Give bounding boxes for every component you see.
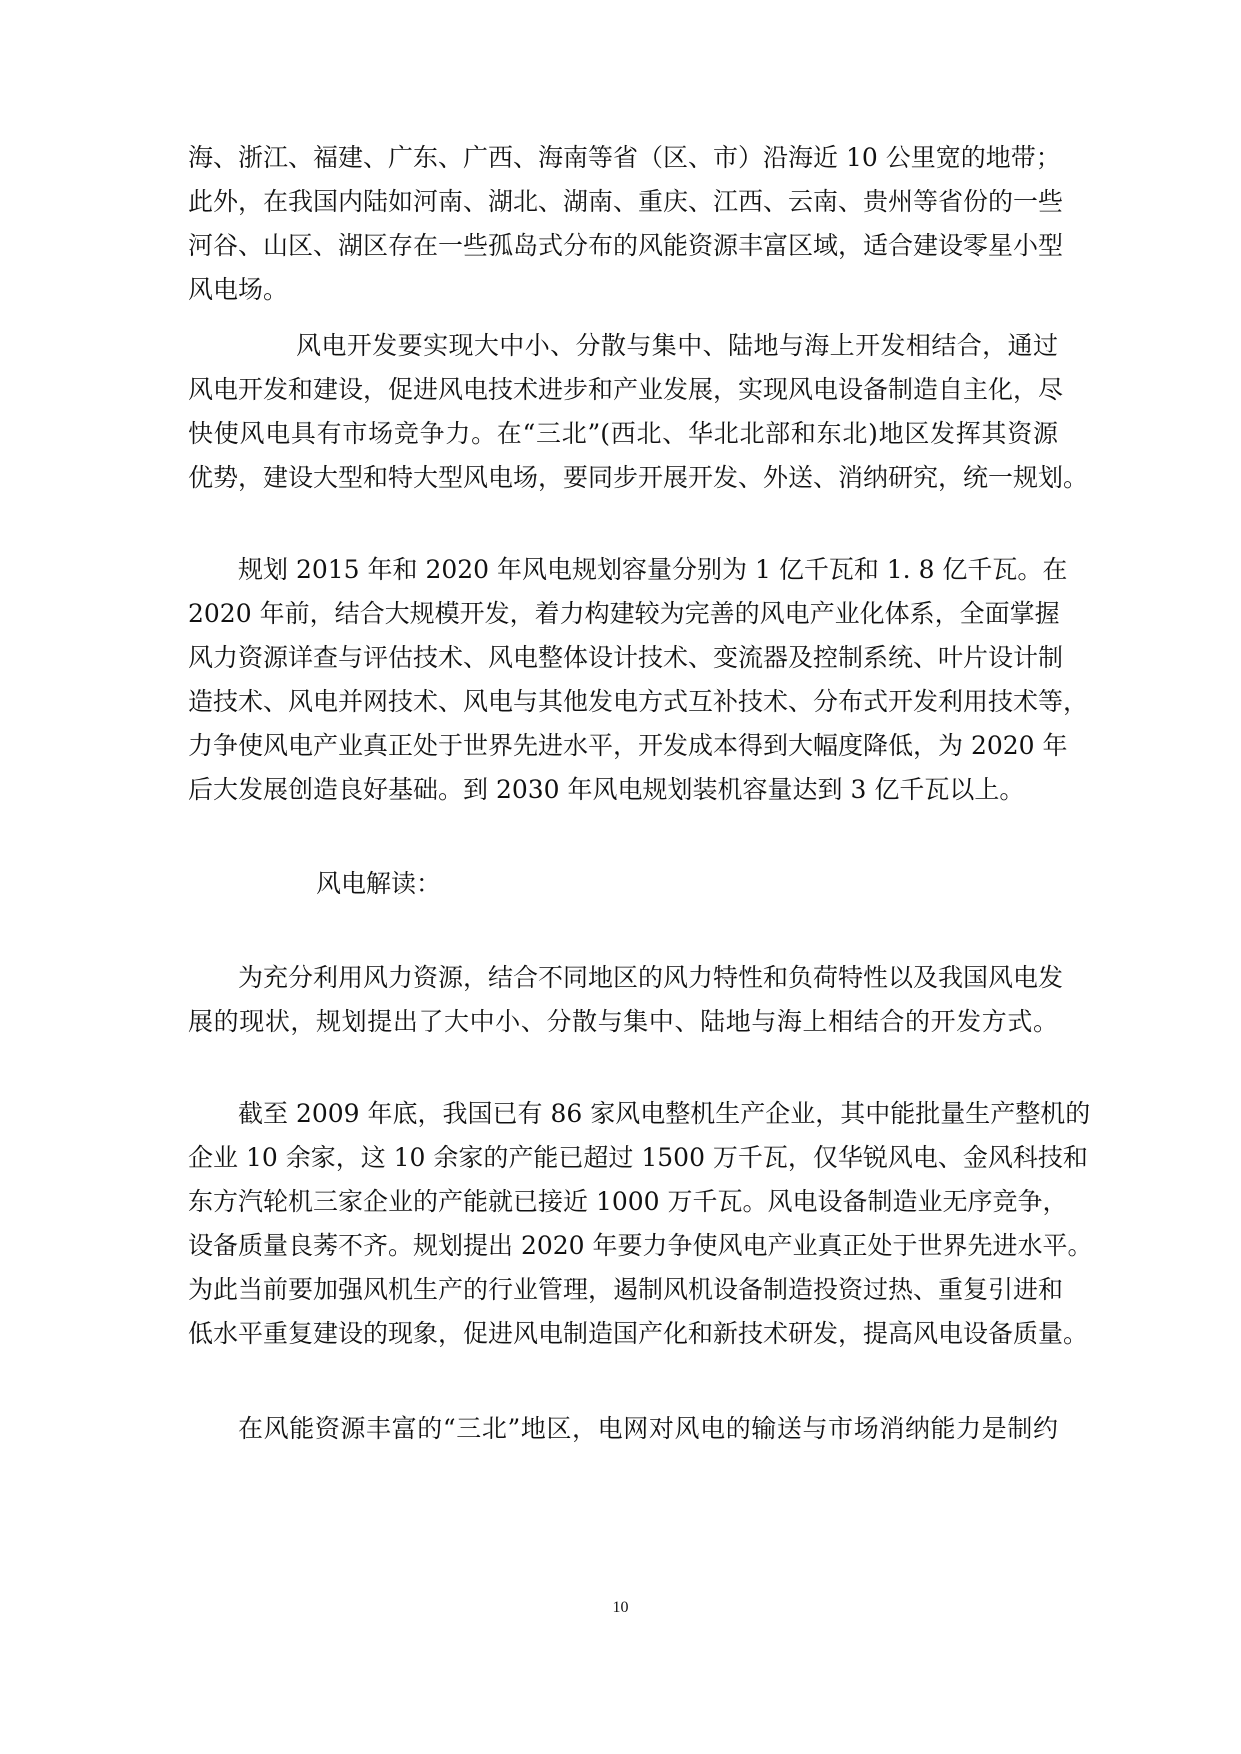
text-line: 风力资源详查与评估技术、风电整体设计技术、变流器及控制系统、叶片设计制 [188,643,1064,672]
text-line: 截至 2009 年底，我国已有 86 家风电整机生产企业，其中能批量生产整机的 [238,1099,1091,1128]
text-line: 为充分利用风力资源，结合不同地区的风力特性和负荷特性以及我国风电发 [238,963,1064,992]
page-number: 10 [612,1599,629,1616]
text-line: 造技术、风电并网技术、风电与其他发电方式互补技术、分布式开发利用技术等， [188,687,1089,716]
text-line: 低水平重复建设的现象，促进风电制造国产化和新技术研发，提高风电设备质量。 [188,1319,1089,1348]
text-line: 2020 年前，结合大规模开发，着力构建较为完善的风电产业化体系，全面掌握 [188,599,1060,628]
text-line: 设备质量良莠不齐。规划提出 2020 年要力争使风电产业真正处于世界先进水平。 [188,1231,1093,1260]
text-line: 风电开发要实现大中小、分散与集中、陆地与海上开发相结合，通过 [296,331,1058,360]
text-line: 此外，在我国内陆如河南、湖北、湖南、重庆、江西、云南、贵州等省份的一些 [188,187,1064,216]
text-line: 河谷、山区、湖区存在一些孤岛式分布的风能资源丰富区域，适合建设零星小型 [188,231,1064,260]
section-heading: 风电解读： [316,869,442,898]
text-line: 展的现状，规划提出了大中小、分散与集中、陆地与海上相结合的开发方式。 [188,1007,1058,1036]
text-line: 风电开发和建设，促进风电技术进步和产业发展，实现风电设备制造自主化，尽 [188,375,1064,404]
text-line: 东方汽轮机三家企业的产能就已接近 1000 万千瓦。风电设备制造业无序竞争， [188,1187,1068,1216]
text-line: 企业 10 余家，这 10 余家的产能已超过 1500 万千瓦，仅华锐风电、金风科技和 [188,1143,1088,1172]
text-line: 优势，建设大型和特大型风电场，要同步开展开发、外送、消纳研究，统一规划。 [188,463,1089,492]
text-line: 为此当前要加强风机生产的行业管理，遏制风机设备制造投资过热、重复引进和 [188,1275,1064,1304]
text-line: 在风能资源丰富的“三北”地区，电网对风电的输送与市场消纳能力是制约 [238,1414,1058,1443]
text-line: 海、浙江、福建、广东、广西、海南等省（区、市）沿海近 10 公里宽的地带； [188,143,1061,172]
text-line: 规划 2015 年和 2020 年风电规划容量分别为 1 亿千瓦和 1. 8 亿千瓦。在 [238,555,1068,584]
text-line: 快使风电具有市场竞争力。在“三北”(西北、华北北部和东北)地区发挥其资源 [188,419,1058,448]
text-line: 后大发展创造良好基础。到 2030 年风电规划装机容量达到 3 亿千瓦以上。 [188,775,1025,804]
text-line: 力争使风电产业真正处于世界先进水平，开发成本得到大幅度降低，为 2020 年 [188,731,1068,760]
text-line: 风电场。 [188,275,289,304]
